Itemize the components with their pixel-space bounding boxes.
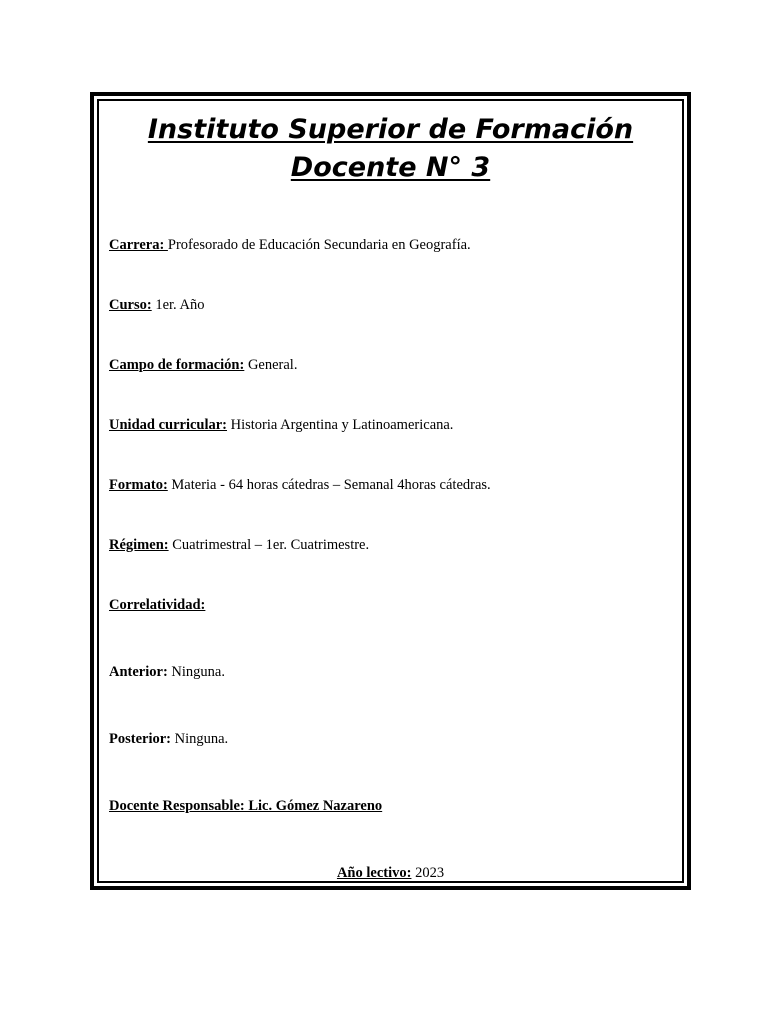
carrera-value: Profesorado de Educación Secundaria en Geografía. bbox=[167, 237, 471, 253]
curso-value: 1er. Año bbox=[151, 297, 205, 313]
anterior-label: Anterior: bbox=[109, 664, 168, 680]
formato-value: Materia - 64 horas cátedras – Semanal 4horas cátedras. bbox=[167, 477, 491, 493]
field-carrera bbox=[109, 236, 471, 254]
regimen-value: Cuatrimestral – 1er. Cuatrimestre. bbox=[168, 537, 370, 553]
unidad-value: Historia Argentina y Latinoamericana. bbox=[227, 417, 454, 433]
field-posterior bbox=[109, 730, 228, 748]
field-curso bbox=[109, 296, 204, 314]
title-line-2: Docente N° 3 bbox=[290, 152, 491, 183]
title-line-1: Instituto Superior de Formación bbox=[147, 114, 634, 145]
field-unidad bbox=[109, 416, 453, 434]
curso-label: Curso: bbox=[109, 297, 152, 313]
posterior-value: Ninguna. bbox=[171, 731, 229, 747]
page-border-outer bbox=[90, 92, 691, 890]
field-anterior bbox=[109, 663, 225, 681]
carrera-label: Carrera: bbox=[109, 237, 168, 253]
campo-label: Campo de formación: bbox=[109, 357, 245, 373]
document-title bbox=[99, 111, 682, 187]
regimen-label: Régimen: bbox=[109, 537, 169, 553]
formato-label: Formato: bbox=[109, 477, 168, 493]
anio-lectivo-value: 2023 bbox=[411, 865, 445, 881]
docente-label: Docente Responsable: Lic. Gómez Nazareno bbox=[109, 798, 383, 814]
page-border-inner bbox=[97, 99, 684, 883]
field-formato bbox=[109, 476, 491, 494]
field-correlatividad bbox=[109, 596, 205, 614]
correlatividad-label: Correlatividad: bbox=[109, 597, 206, 613]
campo-value: General. bbox=[244, 357, 298, 373]
posterior-label: Posterior: bbox=[109, 731, 171, 747]
field-campo bbox=[109, 356, 297, 374]
field-docente bbox=[109, 797, 382, 815]
unidad-label: Unidad curricular: bbox=[109, 417, 228, 433]
field-anio-lectivo bbox=[99, 864, 682, 882]
anterior-value: Ninguna. bbox=[167, 664, 225, 680]
field-regimen bbox=[109, 536, 369, 554]
anio-lectivo-label: Año lectivo: bbox=[336, 865, 412, 881]
